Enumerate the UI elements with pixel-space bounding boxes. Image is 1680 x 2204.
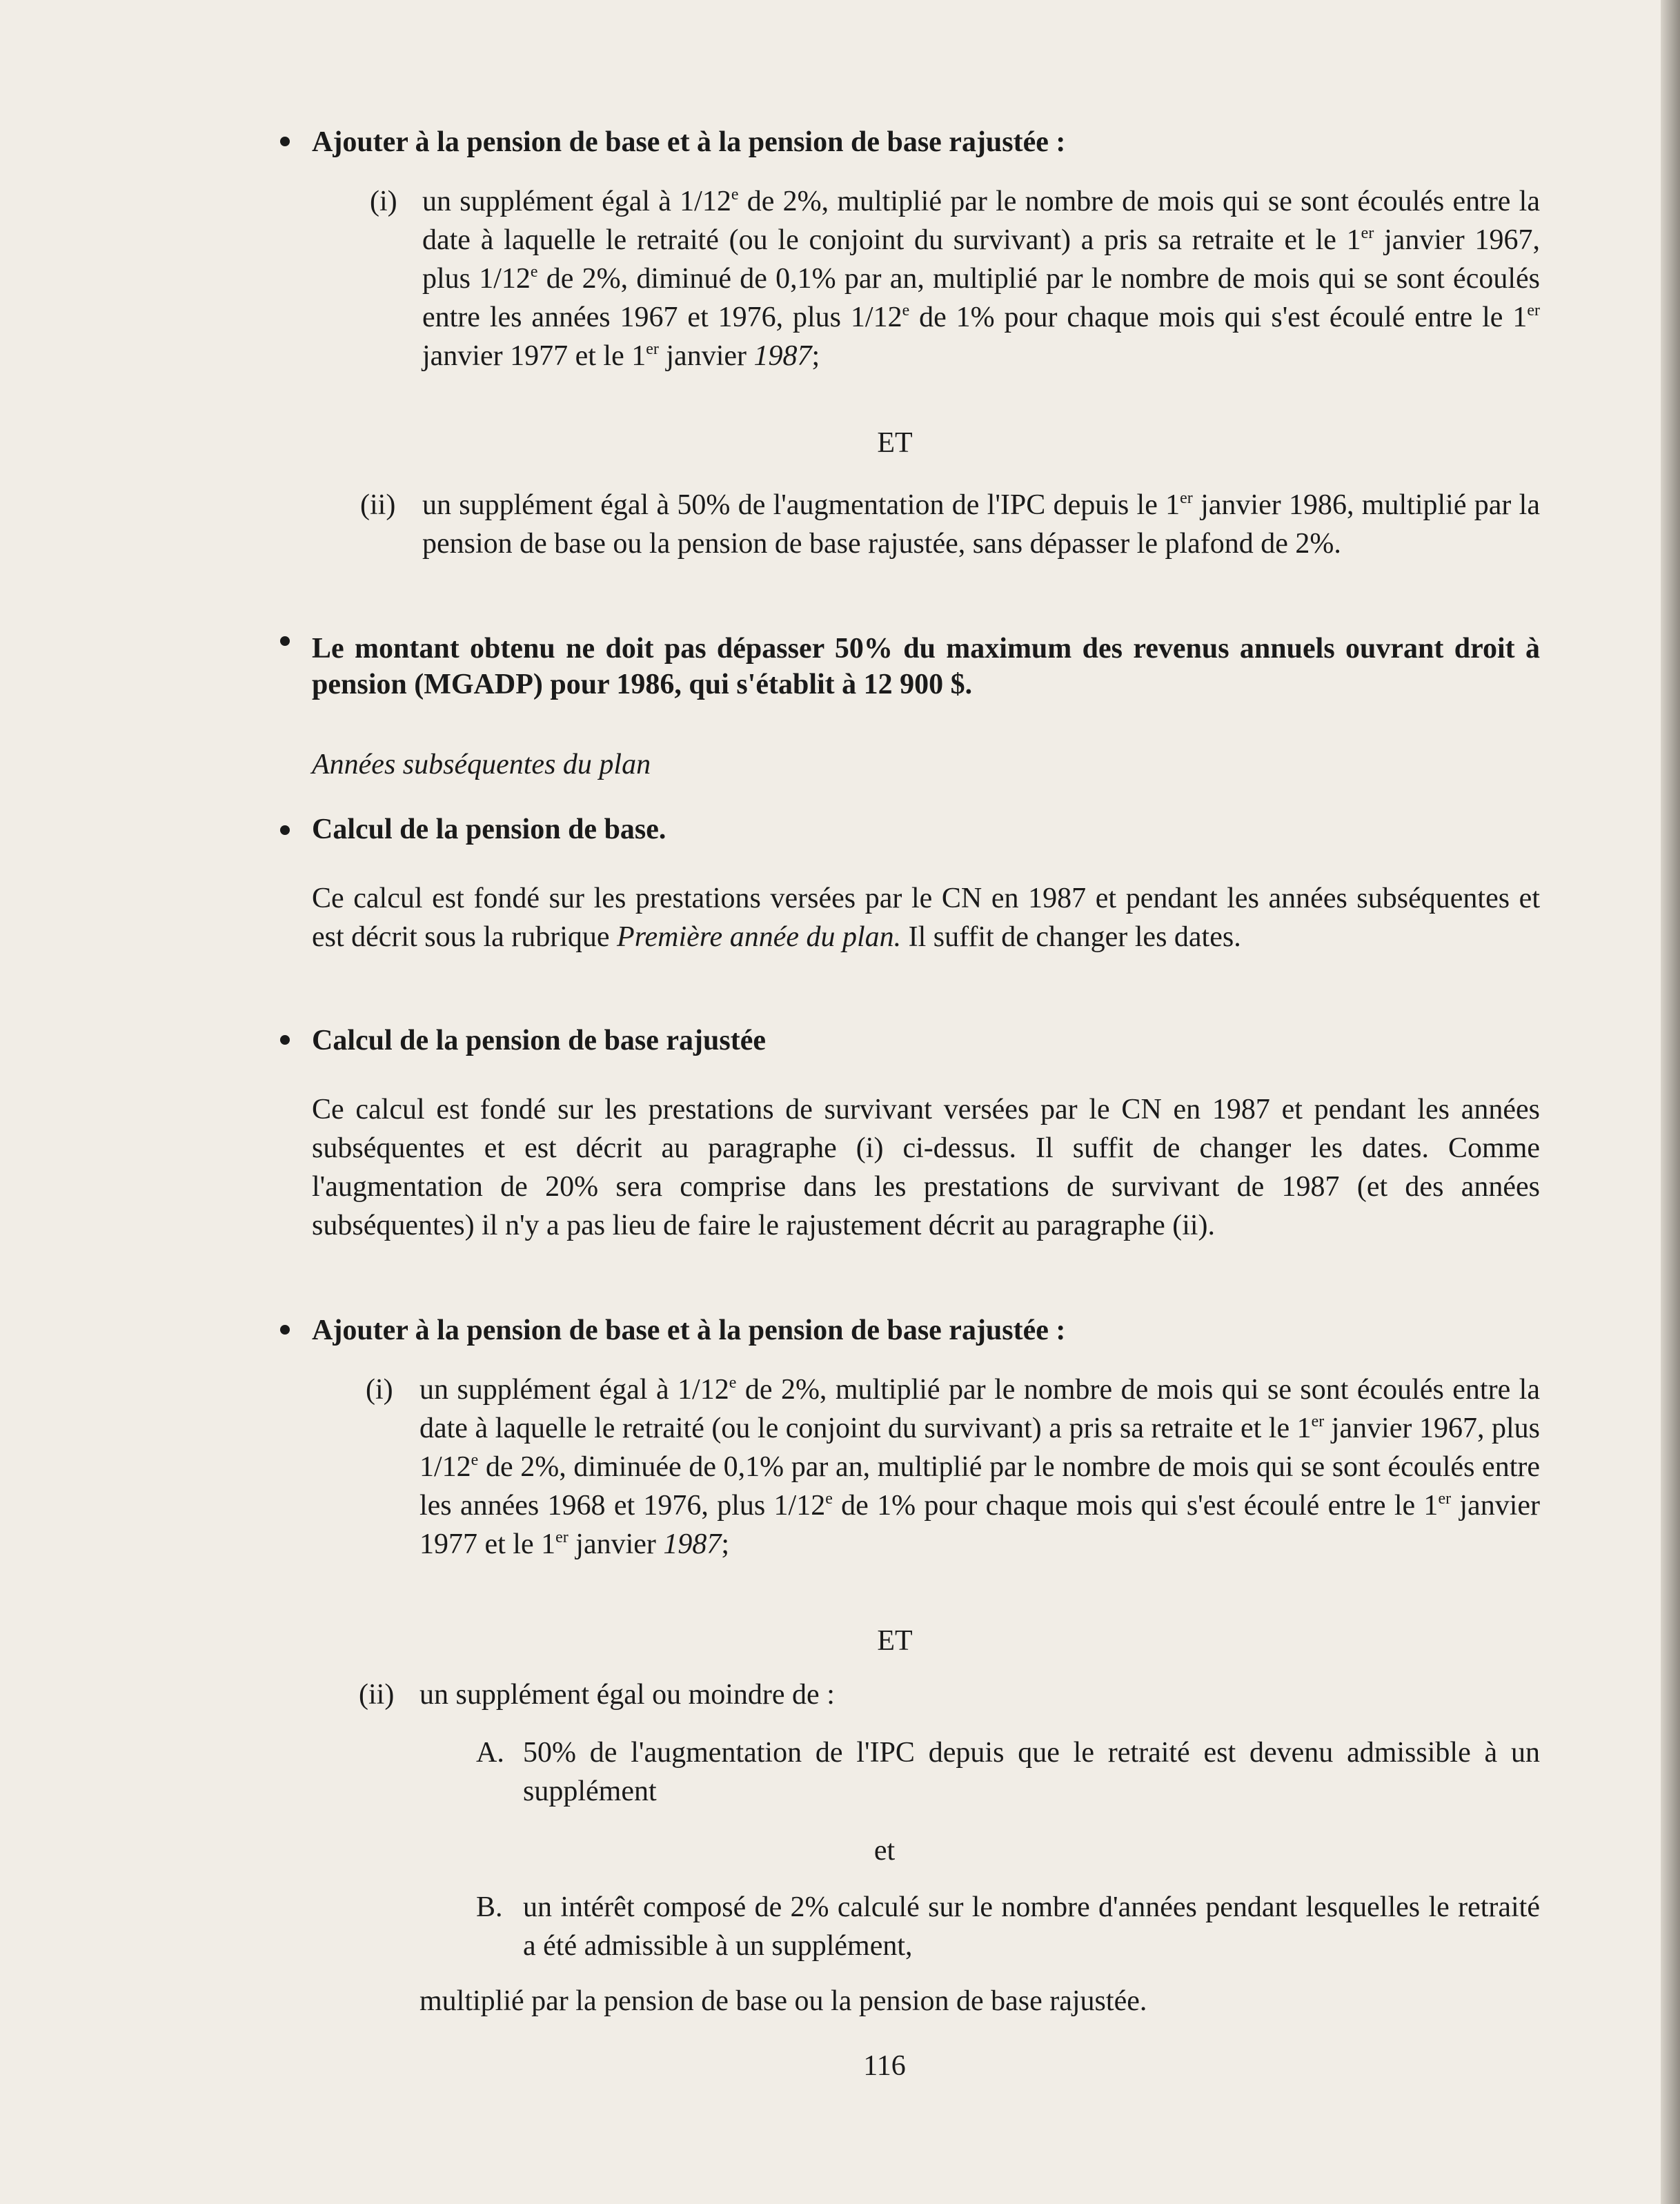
page-number: 116 [863, 2050, 906, 2082]
item-a-paragraph: 50% de l'augmentation de l'IPC depuis que le retraité est devenu admissible à un supplément [523, 1737, 1540, 1807]
item-label: (ii) [360, 489, 396, 521]
item-i-paragraph: un supplément égal à 1/12e de 2%, multiplié par le nombre de mois qui se sont écoulés entre la date à laquelle le retraité (ou le conjoint du survivant) a pris sa retraite et le 1er janvier 1967, plus 1/12e de 2%, diminuée de 0,1% par an, multiplié par le nombre de mois qui se sont écoulés entre les années 1968 et 1976, plus 1/12e de 1% pour chaque mois qui s'est écoulé entre le 1er janvier 1977 et le 1er janvier 1987; [419, 1374, 1540, 1560]
et-separator: ET [877, 1625, 913, 1657]
bullet-icon [280, 1325, 290, 1335]
closing-line: multiplié par la pension de base ou la pension de base rajustée. [419, 1985, 1147, 2017]
section-heading: Le montant obtenu ne doit pas dépasser 50% du maximum des revenus annuels ouvrant droit à pension (MGADP) pour 1986, qui s'établit à 12 900 $. [312, 633, 1540, 700]
bullet-icon [280, 1035, 290, 1045]
et-separator: ET [877, 427, 913, 459]
item-ii-paragraph: un supplément égal à 50% de l'augmentation de l'IPC depuis le 1er janvier 1986, multiplié par la pension de base ou la pension de base rajustée, sans dépasser le plafond de 2%. [422, 489, 1540, 560]
item-b-paragraph: un intérêt composé de 2% calculé sur le nombre d'années pendant lesquelles le retraité a été admissible à un supplément, [523, 1891, 1540, 1962]
section-heading: Calcul de la pension de base rajustée [312, 1025, 767, 1056]
item-label: B. [476, 1891, 503, 1923]
body-paragraph: Ce calcul est fondé sur les prestations de survivant versées par le CN en 1987 et pendant les années subséquentes et est décrit au paragraphe (i) ci-dessus. Il suffit de changer les dates. Comme l'augmentation de 20% sera comprise dans les prestations de survivant de 1987 (et des années subséquentes) il n'y a pas lieu de faire le rajustement décrit au paragraphe (ii). [312, 1094, 1540, 1241]
bullet-icon [280, 825, 290, 835]
item-label: (i) [370, 186, 397, 217]
bullet-icon [280, 137, 290, 146]
item-label: (ii) [359, 1679, 395, 1711]
item-label: (i) [366, 1374, 393, 1406]
item-i-paragraph: un supplément égal à 1/12e de 2%, multiplié par le nombre de mois qui se sont écoulés entre la date à laquelle le retraité (ou le conjoint du survivant) a pris sa retraite et le 1er janvier 1967, plus 1/12e de 2%, diminué de 0,1% par an, multiplié par le nombre de mois qui se sont écoulés entre les années 1967 et 1976, plus 1/12e de 1% pour chaque mois qui s'est écoulé entre le 1er janvier 1977 et le 1er janvier 1987; [422, 186, 1541, 372]
section-heading: Calcul de la pension de base. [312, 814, 666, 845]
section-heading: Ajouter à la pension de base et à la pension de base rajustée : [312, 1315, 1066, 1346]
bullet-icon [280, 636, 290, 646]
section-heading: Ajouter à la pension de base et à la pension de base rajustée : [312, 126, 1066, 158]
item-ii-paragraph: un supplément égal ou moindre de : [419, 1679, 835, 1711]
et-separator-small: et [873, 1835, 896, 1867]
body-paragraph: Ce calcul est fondé sur les prestations versées par le CN en 1987 et pendant les années subséquentes et est décrit sous la rubrique Première année du plan. Il suffit de changer les dates. [312, 883, 1540, 953]
page-edge-shadow [1661, 0, 1680, 2204]
item-label: A. [476, 1737, 504, 1769]
subheading: Années subséquentes du plan [312, 749, 651, 780]
